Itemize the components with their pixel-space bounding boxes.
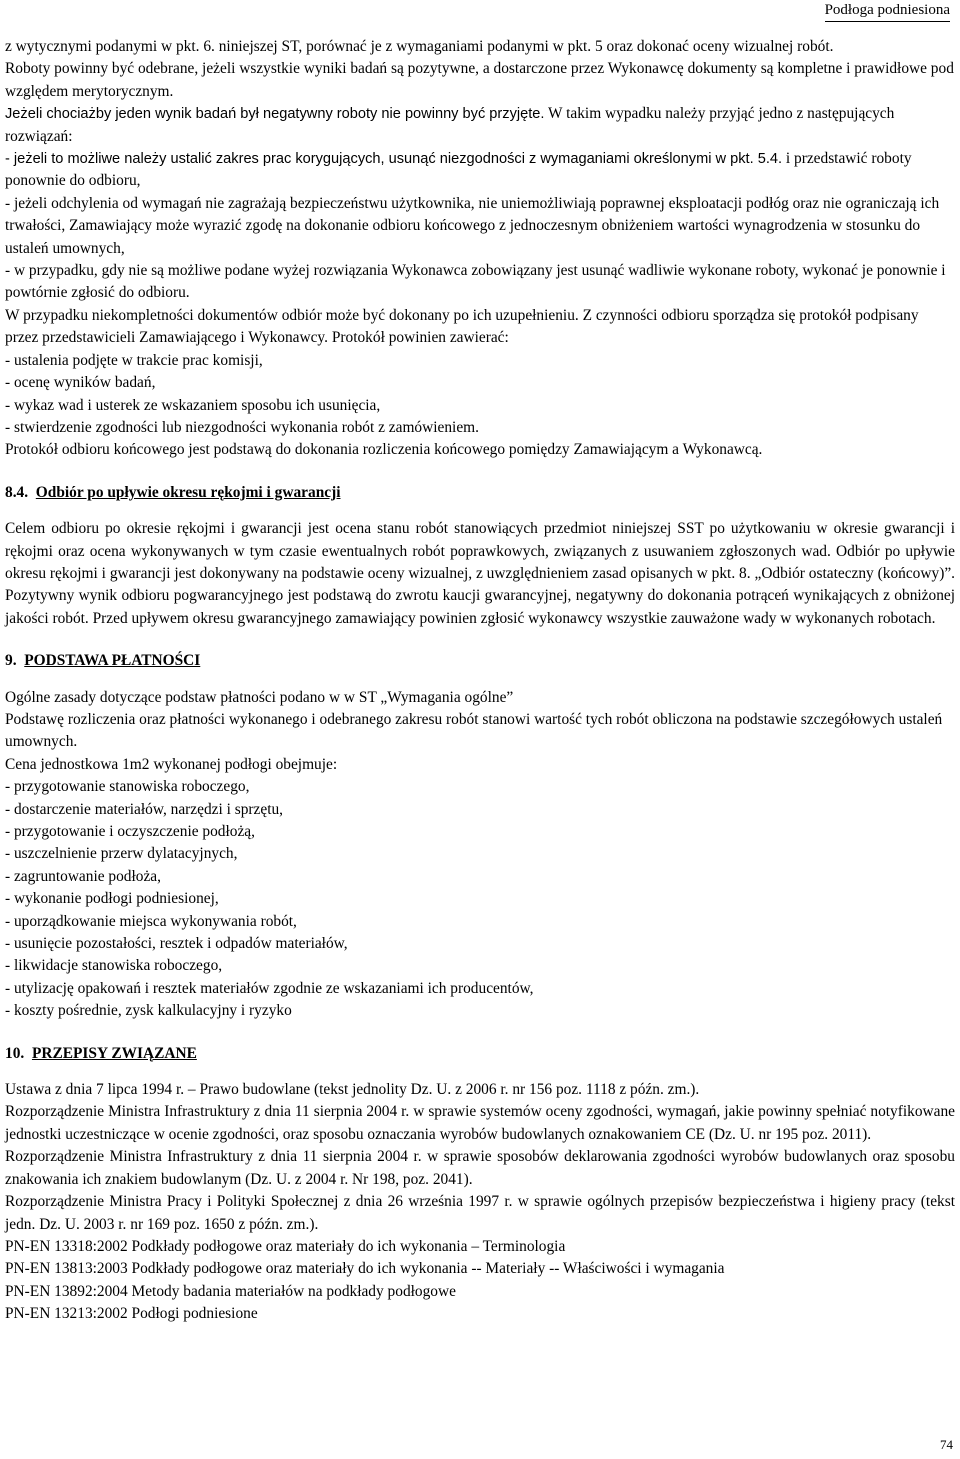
- regulation-entry: PN-EN 13813:2003 Podkłady podłogowe oraz materiały do ich wykonania -- Materiały -- Właściwości i wymagania: [5, 1260, 725, 1278]
- section-9-title: PODSTAWA PŁATNOŚCI: [24, 652, 201, 670]
- protocol-item: - stwierdzenie zgodności lub niezgodności wykonania robót z zamówieniem.: [5, 418, 479, 436]
- intro-line-2: Roboty powinny być odebrane, jeżeli wszystkie wyniki badań są pozytywne, a dostarczone przez Wykonawcę dokumenty są kompletne i prawidłowe pod względem merytorycznym.: [5, 60, 954, 100]
- section-10-title: PRZEPISY ZWIĄZANE: [31, 1044, 197, 1062]
- section-10-heading: [5, 1043, 955, 1065]
- section-8-4-body: Celem odbioru po okresie rękojmi i gwarancji jest ocena stanu robót stanowiących przedmiot niniejszej SST po użytkowaniu w okresie gwarancji i rękojmi oraz ocena wykonywanych w tym czasie ewentualnych robót poprawkowych, związanych z usuwaniem zgłoszonych wad. Odbiór po upływie okresu rękojmi i gwarancji jest dokonywany na podstawie oceny wizualnej, z uwzględnieniem zasad opisanych w pkt. 8. „Odbiór ostateczny (końcowy)”. Pozytywny wynik odbioru pogwarancyjnego jest podstawą do zwrotu kaucji gwarancyjnej, negatywny do dokonania potrąceń wynikających z obniżonej jakości robót. Przed upływem okresu gwarancyjnego zamawiający powinien zgłosić wykonawcy wszystkie zauważone wady w wykonanych robotach.: [5, 520, 955, 627]
- section-8-4-title: Odbiór po upływie okresu rękojmi i gwarancji: [35, 483, 341, 501]
- protocol-item: - ustalenia podjęte w trakcie prac komisji,: [5, 351, 263, 369]
- price-item: - dostarczenie materiałów, narzędzi i sprzętu,: [5, 800, 284, 818]
- price-item: - utylizację opakowań i resztek materiałów zgodnie ze wskazaniami ich producentów,: [5, 979, 534, 997]
- negative-result-paragraph: [5, 103, 955, 148]
- price-item: - zagruntowanie podłoża,: [5, 867, 161, 885]
- section-9-line: Podstawę rozliczenia oraz płatności wykonanego i odebranego zakresu robót stanowi wartość tych robót obliczona na podstawie szczegółowych ustaleń umownych.: [5, 710, 943, 751]
- price-item: - wykonanie podłogi podniesionej,: [5, 890, 219, 908]
- section-9-line: Cena jednostkowa 1m2 wykonanej podłogi obejmuje:: [5, 755, 338, 773]
- section-9-heading: [5, 650, 955, 672]
- regulation-entry: Rozporządzenie Ministra Infrastruktury z dnia 11 sierpnia 2004 r. w sprawie systemów oceny zgodności, wymagań, jakie powinny spełniać notyfikowane jednostki uczestniczące w ocenie zgodności, oraz sposobu oznaczania wyrobów budowlanych oznakowaniem CE (Dz. U. nr 195 poz. 2011).: [5, 1103, 955, 1143]
- regulation-entry: PN-EN 13318:2002 Podkłady podłogowe oraz materiały do ich wykonania – Terminologia: [5, 1237, 566, 1255]
- regulation-entry: PN-EN 13892:2004 Metody badania materiałów na podkłady podłogowe: [5, 1282, 456, 1300]
- regulation-entry: Rozporządzenie Ministra Infrastruktury z dnia 11 sierpnia 2004 r. w sprawie sposobów deklarowania zgodności wyrobów budowlanych oraz sposobu znakowania ich znakiem budowlanym (Dz. U. z 2004 r. Nr 198, poz. 2041).: [5, 1148, 955, 1188]
- section-10-number: 10.: [5, 1044, 25, 1062]
- protocol-closing: Protokół odbioru końcowego jest podstawą do dokonania rozliczenia końcowego pomiędzy Zamawiającym a Wykonawcą.: [5, 441, 763, 459]
- regulation-entry: Ustawa z dnia 7 lipca 1994 r. – Prawo budowlane (tekst jednolity Dz. U. z 2006 r. nr 156 poz. 1118 z późn. zm.).: [5, 1081, 700, 1099]
- protocol-item: - wykaz wad i usterek ze wskazaniem sposobu ich usunięcia,: [5, 396, 381, 414]
- price-item: - uporządkowanie miejsca wykonywania robót,: [5, 912, 297, 930]
- remedy-item-3: - w przypadku, gdy nie są możliwe podane wyżej rozwiązania Wykonawca zobowiązany jest usunąć wadliwie wykonane roboty, wykonać je ponownie i powtórnie zgłosić do odbioru.: [5, 262, 946, 302]
- page-content: [5, 37, 955, 1326]
- page-header: Podłoga podniesiona: [825, 0, 950, 22]
- price-item: - przygotowanie i oczyszczenie podłożą,: [5, 823, 255, 840]
- price-item: - przygotowanie stanowiska roboczego,: [5, 778, 250, 796]
- section-9-number: 9.: [5, 652, 17, 670]
- price-item: - likwidacje stanowiska roboczego,: [5, 957, 223, 975]
- page-number: 74: [940, 1437, 953, 1452]
- section-8-4-number: 8.4.: [5, 483, 29, 501]
- remedy-item-1-tail-inline: i przedstawić roboty ponownie do odbioru,: [5, 150, 912, 190]
- price-item: - uszczelnienie przerw dylatacyjnych,: [5, 845, 238, 863]
- protocol-item: - ocenę wyników badań,: [5, 374, 156, 392]
- section-9-line: Ogólne zasady dotyczące podstaw płatności podano w w ST „Wymagania ogólne”: [5, 688, 514, 706]
- regulation-entry: PN-EN 13213:2002 Podłogi podniesione: [5, 1305, 258, 1323]
- price-item: - usunięcie pozostałości, resztek i odpadów materiałów,: [5, 935, 348, 953]
- negative-result-sans: Jeżeli chociażby jeden wynik badań był negatywny roboty nie powinny być przyjęte.: [5, 106, 545, 123]
- intro-line-1: z wytycznymi podanymi w pkt. 6. niniejszej ST, porównać je z wymaganiami podanymi w pkt. 5 oraz dokonać oceny wizualnej robót.: [5, 38, 834, 55]
- section-8-4-heading: [5, 482, 955, 504]
- price-item: - koszty pośrednie, zysk kalkulacyjny i ryzyko: [5, 1002, 292, 1020]
- regulation-entry: Rozporządzenie Ministra Pracy i Polityki Społecznej z dnia 26 września 1997 r. w sprawie ogólnych przepisów bezpieczeństwa i higieny pracy (tekst jedn. Dz. U. 2003 r. nr 169 poz. 1650 z późn. zm.).: [5, 1193, 955, 1233]
- protocol-intro: W przypadku niekompletności dokumentów odbiór może być dokonany po ich uzupełnieniu. Z czynności odbioru sporządza się protokół podpisany przez przedstawicieli Zamawiającego i Wykonawcy. Protokół powinien zawierać:: [5, 306, 919, 347]
- remedy-item-1: - jeżeli to możliwe należy ustalić zakres prac korygujących, usunąć niezgodności z wymaganiami określonymi w pkt. 5.4. i przedstawić roboty ponownie do odbioru,: [5, 150, 912, 190]
- remedy-item-2: - jeżeli odchylenia od wymagań nie zagrażają bezpieczeństwu użytkownika, nie uniemożliwiają poprawnej eksploatacji podłóg oraz nie ograniczają ich trwałości, Zamawiający może wyrazić zgodę na dokonanie odbioru końcowego z jednoczesnym obniżeniem wartości wynagrodzenia w stosunku do ustaleń umownych,: [5, 194, 940, 257]
- negative-result-serif: W takim wypadku należy przyjąć jedno z następujących rozwiązań:: [5, 105, 895, 145]
